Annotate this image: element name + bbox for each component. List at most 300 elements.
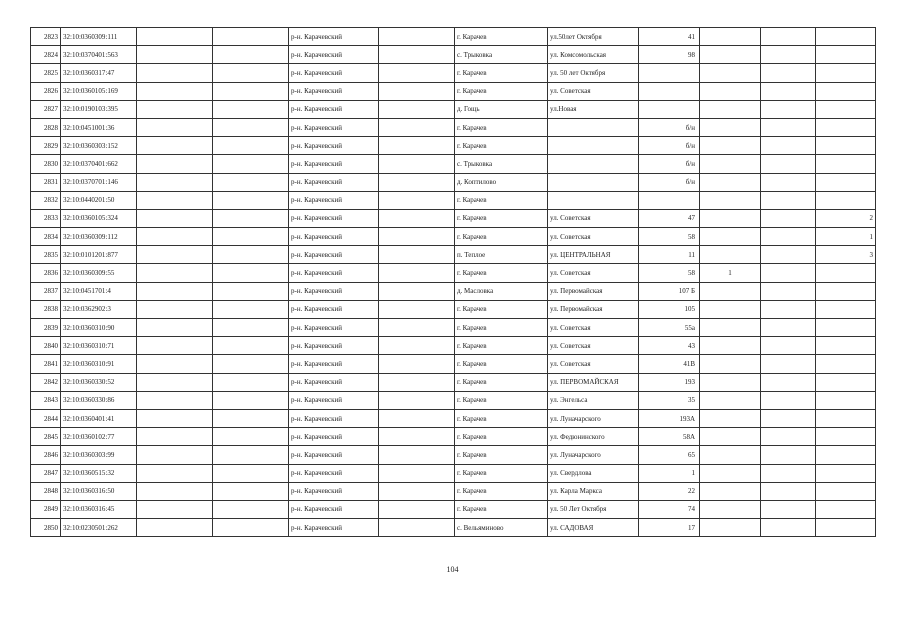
region-cell: р-н. Карачевский (289, 300, 379, 318)
cadastral-number-cell: 32:10:0360303:152 (61, 137, 137, 155)
row-number-cell: 2829 (31, 137, 61, 155)
street-cell: ул. Советская (548, 228, 639, 246)
empty-cell (379, 391, 455, 409)
empty-cell (213, 118, 289, 136)
street-cell: ул. Луначарского (548, 446, 639, 464)
locality-cell: г. Карачев (455, 482, 548, 500)
cadastral-number-cell: 32:10:0451001:36 (61, 118, 137, 136)
street-cell: ул. Советская (548, 319, 639, 337)
count-cell (816, 46, 876, 64)
extra-value-cell (700, 446, 761, 464)
count-cell (816, 82, 876, 100)
extra-value-cell (700, 137, 761, 155)
count-cell: 1 (816, 228, 876, 246)
empty-cell (379, 228, 455, 246)
house-number-cell: 1 (639, 464, 700, 482)
empty-cell (379, 409, 455, 427)
region-cell: р-н. Карачевский (289, 337, 379, 355)
house-number-cell: 105 (639, 300, 700, 318)
empty-cell (213, 246, 289, 264)
house-number-cell: б/н (639, 173, 700, 191)
locality-cell: г. Карачев (455, 118, 548, 136)
count-cell (816, 446, 876, 464)
region-cell: р-н. Карачевский (289, 137, 379, 155)
extra-value-cell (700, 155, 761, 173)
empty-cell (761, 173, 816, 191)
cadastral-number-cell: 32:10:0360316:45 (61, 500, 137, 518)
table-row (31, 409, 876, 427)
table-row (31, 246, 876, 264)
empty-cell (761, 519, 816, 537)
table-row (31, 428, 876, 446)
empty-cell (213, 228, 289, 246)
region-cell: р-н. Карачевский (289, 155, 379, 173)
extra-value-cell (700, 482, 761, 500)
region-cell: р-н. Карачевский (289, 118, 379, 136)
locality-cell: г. Карачев (455, 300, 548, 318)
empty-cell (213, 319, 289, 337)
empty-cell (213, 373, 289, 391)
cadastral-number-cell: 32:10:0101201:877 (61, 246, 137, 264)
house-number-cell: 41 (639, 28, 700, 46)
house-number-cell: 98 (639, 46, 700, 64)
empty-cell (379, 446, 455, 464)
street-cell: ул. Советская (548, 337, 639, 355)
table-row (31, 155, 876, 173)
extra-value-cell (700, 373, 761, 391)
locality-cell: г. Карачев (455, 28, 548, 46)
empty-cell (761, 500, 816, 518)
house-number-cell (639, 82, 700, 100)
house-number-cell: 58 (639, 264, 700, 282)
empty-cell (213, 137, 289, 155)
empty-cell (137, 100, 213, 118)
empty-cell (761, 28, 816, 46)
empty-cell (761, 137, 816, 155)
extra-value-cell (700, 464, 761, 482)
empty-cell (137, 500, 213, 518)
empty-cell (761, 209, 816, 227)
extra-value-cell (700, 100, 761, 118)
cadastral-number-cell: 32:10:0360310:71 (61, 337, 137, 355)
locality-cell: г. Карачев (455, 319, 548, 337)
house-number-cell: 11 (639, 246, 700, 264)
empty-cell (379, 82, 455, 100)
region-cell: р-н. Карачевский (289, 482, 379, 500)
empty-cell (761, 246, 816, 264)
row-number-cell: 2850 (31, 519, 61, 537)
empty-cell (761, 337, 816, 355)
empty-cell (379, 428, 455, 446)
empty-cell (379, 300, 455, 318)
empty-cell (379, 373, 455, 391)
table-row (31, 282, 876, 300)
empty-cell (379, 519, 455, 537)
region-cell: р-н. Карачевский (289, 373, 379, 391)
house-number-cell: 35 (639, 391, 700, 409)
street-cell: ул. Комсомольская (548, 46, 639, 64)
extra-value-cell (700, 409, 761, 427)
locality-cell: г. Карачев (455, 428, 548, 446)
house-number-cell: 58 (639, 228, 700, 246)
street-cell: ул. Первомайская (548, 282, 639, 300)
row-number-cell: 2836 (31, 264, 61, 282)
row-number-cell: 2833 (31, 209, 61, 227)
page-number: 104 (446, 565, 459, 574)
count-cell (816, 137, 876, 155)
count-cell (816, 319, 876, 337)
empty-cell (379, 46, 455, 64)
region-cell: р-н. Карачевский (289, 228, 379, 246)
locality-cell: г. Карачев (455, 137, 548, 155)
cadastral-number-cell: 32:10:0360102:77 (61, 428, 137, 446)
cadastral-number-cell: 32:10:0370401:662 (61, 155, 137, 173)
empty-cell (761, 355, 816, 373)
house-number-cell (639, 100, 700, 118)
empty-cell (213, 428, 289, 446)
empty-cell (761, 300, 816, 318)
region-cell: р-н. Карачевский (289, 282, 379, 300)
empty-cell (137, 355, 213, 373)
empty-cell (761, 64, 816, 82)
street-cell: ул.50лет Октября (548, 28, 639, 46)
house-number-cell: 22 (639, 482, 700, 500)
empty-cell (137, 337, 213, 355)
empty-cell (761, 82, 816, 100)
extra-value-cell (700, 118, 761, 136)
table-row (31, 64, 876, 82)
street-cell: ул. Советская (548, 209, 639, 227)
locality-cell: г. Карачев (455, 191, 548, 209)
locality-cell: г. Карачев (455, 82, 548, 100)
street-cell: ул. Советская (548, 355, 639, 373)
count-cell (816, 28, 876, 46)
locality-cell: г. Карачев (455, 446, 548, 464)
empty-cell (379, 64, 455, 82)
row-number-cell: 2831 (31, 173, 61, 191)
row-number-cell: 2830 (31, 155, 61, 173)
count-cell (816, 500, 876, 518)
empty-cell (137, 137, 213, 155)
empty-cell (137, 82, 213, 100)
extra-value-cell (700, 355, 761, 373)
locality-cell: г. Карачев (455, 373, 548, 391)
count-cell (816, 355, 876, 373)
empty-cell (761, 319, 816, 337)
street-cell: ул. САДОВАЯ (548, 519, 639, 537)
empty-cell (761, 282, 816, 300)
house-number-cell: 193 (639, 373, 700, 391)
empty-cell (761, 100, 816, 118)
empty-cell (137, 173, 213, 191)
house-number-cell: б/н (639, 137, 700, 155)
extra-value-cell (700, 282, 761, 300)
cadastral-number-cell: 32:10:0360105:169 (61, 82, 137, 100)
empty-cell (213, 173, 289, 191)
house-number-cell: 41В (639, 355, 700, 373)
cadastral-number-cell: 32:10:0360330:52 (61, 373, 137, 391)
row-number-cell: 2834 (31, 228, 61, 246)
locality-cell: с. Трыковка (455, 155, 548, 173)
house-number-cell: 107 Б (639, 282, 700, 300)
row-number-cell: 2826 (31, 82, 61, 100)
count-cell (816, 391, 876, 409)
street-cell: ул. Луначарского (548, 409, 639, 427)
locality-cell: г. Карачев (455, 391, 548, 409)
table-row (31, 46, 876, 64)
street-cell: ул. Энгельса (548, 391, 639, 409)
street-cell (548, 191, 639, 209)
locality-cell: г. Карачев (455, 464, 548, 482)
region-cell: р-н. Карачевский (289, 64, 379, 82)
street-cell: ул. Свердлова (548, 464, 639, 482)
table-row (31, 137, 876, 155)
extra-value-cell (700, 64, 761, 82)
empty-cell (213, 191, 289, 209)
locality-cell: г. Карачев (455, 228, 548, 246)
row-number-cell: 2839 (31, 319, 61, 337)
count-cell (816, 155, 876, 173)
empty-cell (137, 391, 213, 409)
region-cell: р-н. Карачевский (289, 46, 379, 64)
table-row (31, 300, 876, 318)
empty-cell (213, 409, 289, 427)
count-cell (816, 191, 876, 209)
region-cell: р-н. Карачевский (289, 209, 379, 227)
empty-cell (213, 28, 289, 46)
row-number-cell: 2848 (31, 482, 61, 500)
extra-value-cell (700, 82, 761, 100)
street-cell: ул. ЦЕНТРАЛЬНАЯ (548, 246, 639, 264)
region-cell: р-н. Карачевский (289, 500, 379, 518)
locality-cell: д. Гощь (455, 100, 548, 118)
empty-cell (137, 228, 213, 246)
empty-cell (761, 464, 816, 482)
street-cell (548, 155, 639, 173)
empty-cell (137, 319, 213, 337)
cadastral-number-cell: 32:10:0360310:90 (61, 319, 137, 337)
street-cell (548, 118, 639, 136)
count-cell (816, 409, 876, 427)
table-row (31, 82, 876, 100)
extra-value-cell (700, 28, 761, 46)
house-number-cell: 17 (639, 519, 700, 537)
empty-cell (379, 337, 455, 355)
region-cell: р-н. Карачевский (289, 28, 379, 46)
locality-cell: г. Карачев (455, 64, 548, 82)
register-table-container (30, 27, 875, 537)
region-cell: р-н. Карачевский (289, 409, 379, 427)
cadastral-number-cell: 32:10:0360309:112 (61, 228, 137, 246)
table-row (31, 118, 876, 136)
extra-value-cell (700, 209, 761, 227)
region-cell: р-н. Карачевский (289, 519, 379, 537)
empty-cell (137, 519, 213, 537)
street-cell (548, 137, 639, 155)
empty-cell (213, 500, 289, 518)
row-number-cell: 2844 (31, 409, 61, 427)
empty-cell (137, 264, 213, 282)
house-number-cell (639, 64, 700, 82)
count-cell (816, 519, 876, 537)
extra-value-cell (700, 519, 761, 537)
extra-value-cell (700, 173, 761, 191)
street-cell: ул. 50 Лет Октября (548, 500, 639, 518)
empty-cell (379, 118, 455, 136)
cadastral-number-cell: 32:10:0440201:50 (61, 191, 137, 209)
empty-cell (213, 519, 289, 537)
count-cell (816, 464, 876, 482)
empty-cell (379, 209, 455, 227)
table-row (31, 228, 876, 246)
empty-cell (379, 191, 455, 209)
empty-cell (213, 337, 289, 355)
count-cell (816, 300, 876, 318)
row-number-cell: 2838 (31, 300, 61, 318)
table-row (31, 391, 876, 409)
house-number-cell: б/н (639, 155, 700, 173)
count-cell (816, 428, 876, 446)
cadastral-number-cell: 32:10:0360515:32 (61, 464, 137, 482)
count-cell: 2 (816, 209, 876, 227)
region-cell: р-н. Карачевский (289, 82, 379, 100)
cadastral-number-cell: 32:10:0360303:99 (61, 446, 137, 464)
house-number-cell: 193А (639, 409, 700, 427)
empty-cell (137, 428, 213, 446)
empty-cell (213, 264, 289, 282)
count-cell (816, 100, 876, 118)
cadastral-number-cell: 32:10:0360401:41 (61, 409, 137, 427)
empty-cell (213, 46, 289, 64)
empty-cell (137, 300, 213, 318)
extra-value-cell (700, 337, 761, 355)
empty-cell (379, 246, 455, 264)
cadastral-number-cell: 32:10:0190103:395 (61, 100, 137, 118)
house-number-cell: 58А (639, 428, 700, 446)
street-cell: ул. Советская (548, 82, 639, 100)
region-cell: р-н. Карачевский (289, 319, 379, 337)
locality-cell: г. Карачев (455, 409, 548, 427)
empty-cell (379, 100, 455, 118)
row-number-cell: 2840 (31, 337, 61, 355)
extra-value-cell (700, 300, 761, 318)
empty-cell (137, 155, 213, 173)
empty-cell (137, 446, 213, 464)
cadastral-number-cell: 32:10:0370701:146 (61, 173, 137, 191)
row-number-cell: 2825 (31, 64, 61, 82)
table-row (31, 482, 876, 500)
empty-cell (379, 137, 455, 155)
region-cell: р-н. Карачевский (289, 191, 379, 209)
table-row (31, 209, 876, 227)
empty-cell (137, 28, 213, 46)
extra-value-cell (700, 500, 761, 518)
count-cell (816, 64, 876, 82)
empty-cell (137, 246, 213, 264)
table-row (31, 500, 876, 518)
street-cell: ул. 50 лет Октября (548, 64, 639, 82)
street-cell: ул. Федюнинского (548, 428, 639, 446)
count-cell: 3 (816, 246, 876, 264)
cadastral-number-cell: 32:10:0360309:55 (61, 264, 137, 282)
empty-cell (761, 46, 816, 64)
region-cell: р-н. Карачевский (289, 428, 379, 446)
extra-value-cell (700, 319, 761, 337)
street-cell: ул. Советская (548, 264, 639, 282)
count-cell (816, 264, 876, 282)
extra-value-cell (700, 391, 761, 409)
cadastral-number-cell: 32:10:0360330:86 (61, 391, 137, 409)
row-number-cell: 2841 (31, 355, 61, 373)
cadastral-number-cell: 32:10:0370401:563 (61, 46, 137, 64)
row-number-cell: 2832 (31, 191, 61, 209)
register-table (30, 27, 876, 537)
empty-cell (137, 209, 213, 227)
extra-value-cell (700, 428, 761, 446)
row-number-cell: 2827 (31, 100, 61, 118)
table-row (31, 337, 876, 355)
empty-cell (213, 64, 289, 82)
region-cell: р-н. Карачевский (289, 173, 379, 191)
table-row (31, 100, 876, 118)
empty-cell (137, 118, 213, 136)
locality-cell: г. Карачев (455, 264, 548, 282)
region-cell: р-н. Карачевский (289, 355, 379, 373)
row-number-cell: 2837 (31, 282, 61, 300)
empty-cell (761, 191, 816, 209)
extra-value-cell (700, 46, 761, 64)
locality-cell: с. Трыковка (455, 46, 548, 64)
street-cell (548, 173, 639, 191)
table-row (31, 173, 876, 191)
house-number-cell (639, 191, 700, 209)
empty-cell (761, 409, 816, 427)
empty-cell (379, 264, 455, 282)
street-cell: ул. Первомайская (548, 300, 639, 318)
empty-cell (379, 155, 455, 173)
table-row (31, 264, 876, 282)
empty-cell (137, 64, 213, 82)
table-row (31, 28, 876, 46)
empty-cell (137, 482, 213, 500)
house-number-cell: 47 (639, 209, 700, 227)
table-row (31, 373, 876, 391)
empty-cell (213, 82, 289, 100)
street-cell: ул. ПЕРВОМАЙСКАЯ (548, 373, 639, 391)
cadastral-number-cell: 32:10:0362902:3 (61, 300, 137, 318)
count-cell (816, 373, 876, 391)
empty-cell (213, 482, 289, 500)
locality-cell: с. Вельяминово (455, 519, 548, 537)
empty-cell (213, 300, 289, 318)
empty-cell (761, 446, 816, 464)
locality-cell: г. Карачев (455, 355, 548, 373)
empty-cell (137, 373, 213, 391)
region-cell: р-н. Карачевский (289, 246, 379, 264)
cadastral-number-cell: 32:10:0360317:47 (61, 64, 137, 82)
row-number-cell: 2823 (31, 28, 61, 46)
empty-cell (379, 319, 455, 337)
empty-cell (213, 446, 289, 464)
empty-cell (761, 228, 816, 246)
cadastral-number-cell: 32:10:0230501:262 (61, 519, 137, 537)
row-number-cell: 2843 (31, 391, 61, 409)
count-cell (816, 118, 876, 136)
house-number-cell: 43 (639, 337, 700, 355)
empty-cell (137, 464, 213, 482)
region-cell: р-н. Карачевский (289, 100, 379, 118)
empty-cell (137, 282, 213, 300)
